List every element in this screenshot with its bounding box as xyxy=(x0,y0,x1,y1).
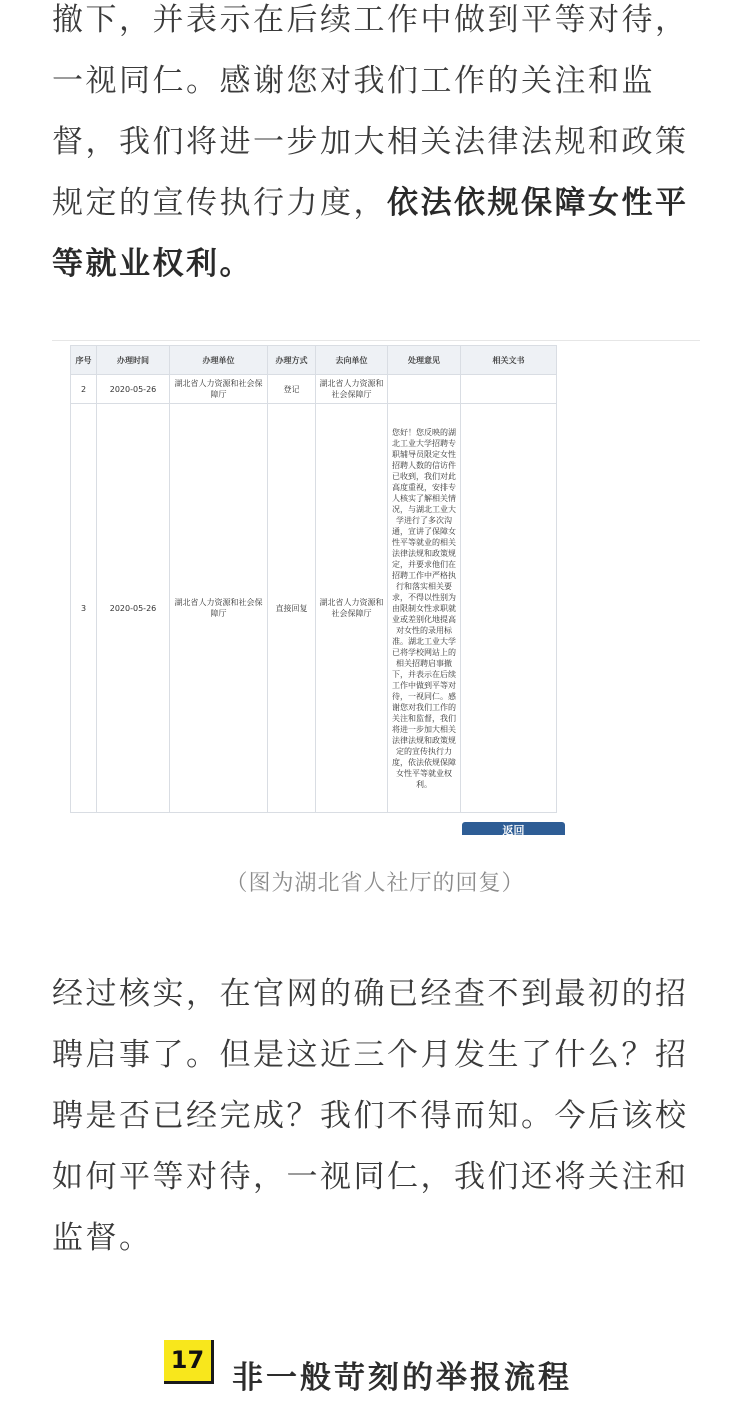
header-date: 办理时间 xyxy=(97,346,170,375)
header-no: 序号 xyxy=(71,346,97,375)
paragraph-bold-text: 依法依规保障女性平等就业权利。 xyxy=(52,185,689,282)
cell-no: 3 xyxy=(71,404,97,813)
cell-no: 2 xyxy=(71,375,97,404)
header-method: 办理方式 xyxy=(268,346,316,375)
divider xyxy=(52,340,700,341)
header-opinion: 处理意见 xyxy=(388,346,461,375)
cell-method: 登记 xyxy=(268,375,316,404)
cell-to-unit: 湖北省人力资源和社会保障厅 xyxy=(316,404,388,813)
header-to-unit: 去向单位 xyxy=(316,346,388,375)
paragraph-reply-quote xyxy=(52,0,700,295)
section-title: 非一般苛刻的举报流程 xyxy=(232,1360,572,1396)
paragraph-normal-text: 撤下，并表示在后续工作中做到平等对待，一视同仁。感谢您对我们工作的关注和监督，我们将进一步加大相关法律法规和政策规定的宣传执行力度， xyxy=(52,2,689,221)
records-table xyxy=(70,345,557,813)
cell-docs xyxy=(461,404,557,813)
cell-docs xyxy=(461,375,557,404)
return-button[interactable]: 返回 xyxy=(462,822,565,835)
header-docs: 相关文书 xyxy=(461,346,557,375)
table-row xyxy=(71,375,557,404)
cell-opinion: 您好！您反映的湖北工业大学招聘专职辅导员限定女性招聘人数的信访件已收到，我们对此高度重视，安排专人核实了解相关情况，与湖北工业大学进行了多次沟通，宣讲了保障女性平等就业的相关法律法规和政策规定，并要求他们在招聘工作中严格执行和落实相关要求，不得以性别为由限制女性求职就业或差别化地提高对女性的录用标准。湖北工业大学已将学校网站上的相关招聘启事撤下，并表示在后续工作中做到平等对待，一视同仁。感谢您对我们工作的关注和监督，我们将进一步加大相关法律法规和政策规定的宣传执行力度，依法依规保障女性平等就业权利。 xyxy=(388,404,461,813)
cell-date: 2020-05-26 xyxy=(97,375,170,404)
image-caption: （图为湖北省人社厅的回复） xyxy=(225,871,525,896)
reply-screenshot xyxy=(52,340,700,835)
cell-unit: 湖北省人力资源和社会保障厅 xyxy=(170,404,268,813)
paragraph-verification: 经过核实，在官网的确已经查不到最初的招聘启事了。但是这近三个月发生了什么？招聘是否已经完成？我们不得而知。今后该校如何平等对待，一视同仁，我们还将关注和监督。 xyxy=(52,976,689,1256)
section-number-badge xyxy=(164,1340,214,1384)
cell-date: 2020-05-26 xyxy=(97,404,170,813)
table-row xyxy=(71,404,557,813)
cell-method: 直接回复 xyxy=(268,404,316,813)
cell-to-unit: 湖北省人力资源和社会保障厅 xyxy=(316,375,388,404)
section-number: 17 xyxy=(170,1346,205,1374)
cell-unit: 湖北省人力资源和社会保障厅 xyxy=(170,375,268,404)
table-header-row xyxy=(71,346,557,375)
header-unit: 办理单位 xyxy=(170,346,268,375)
cell-opinion xyxy=(388,375,461,404)
